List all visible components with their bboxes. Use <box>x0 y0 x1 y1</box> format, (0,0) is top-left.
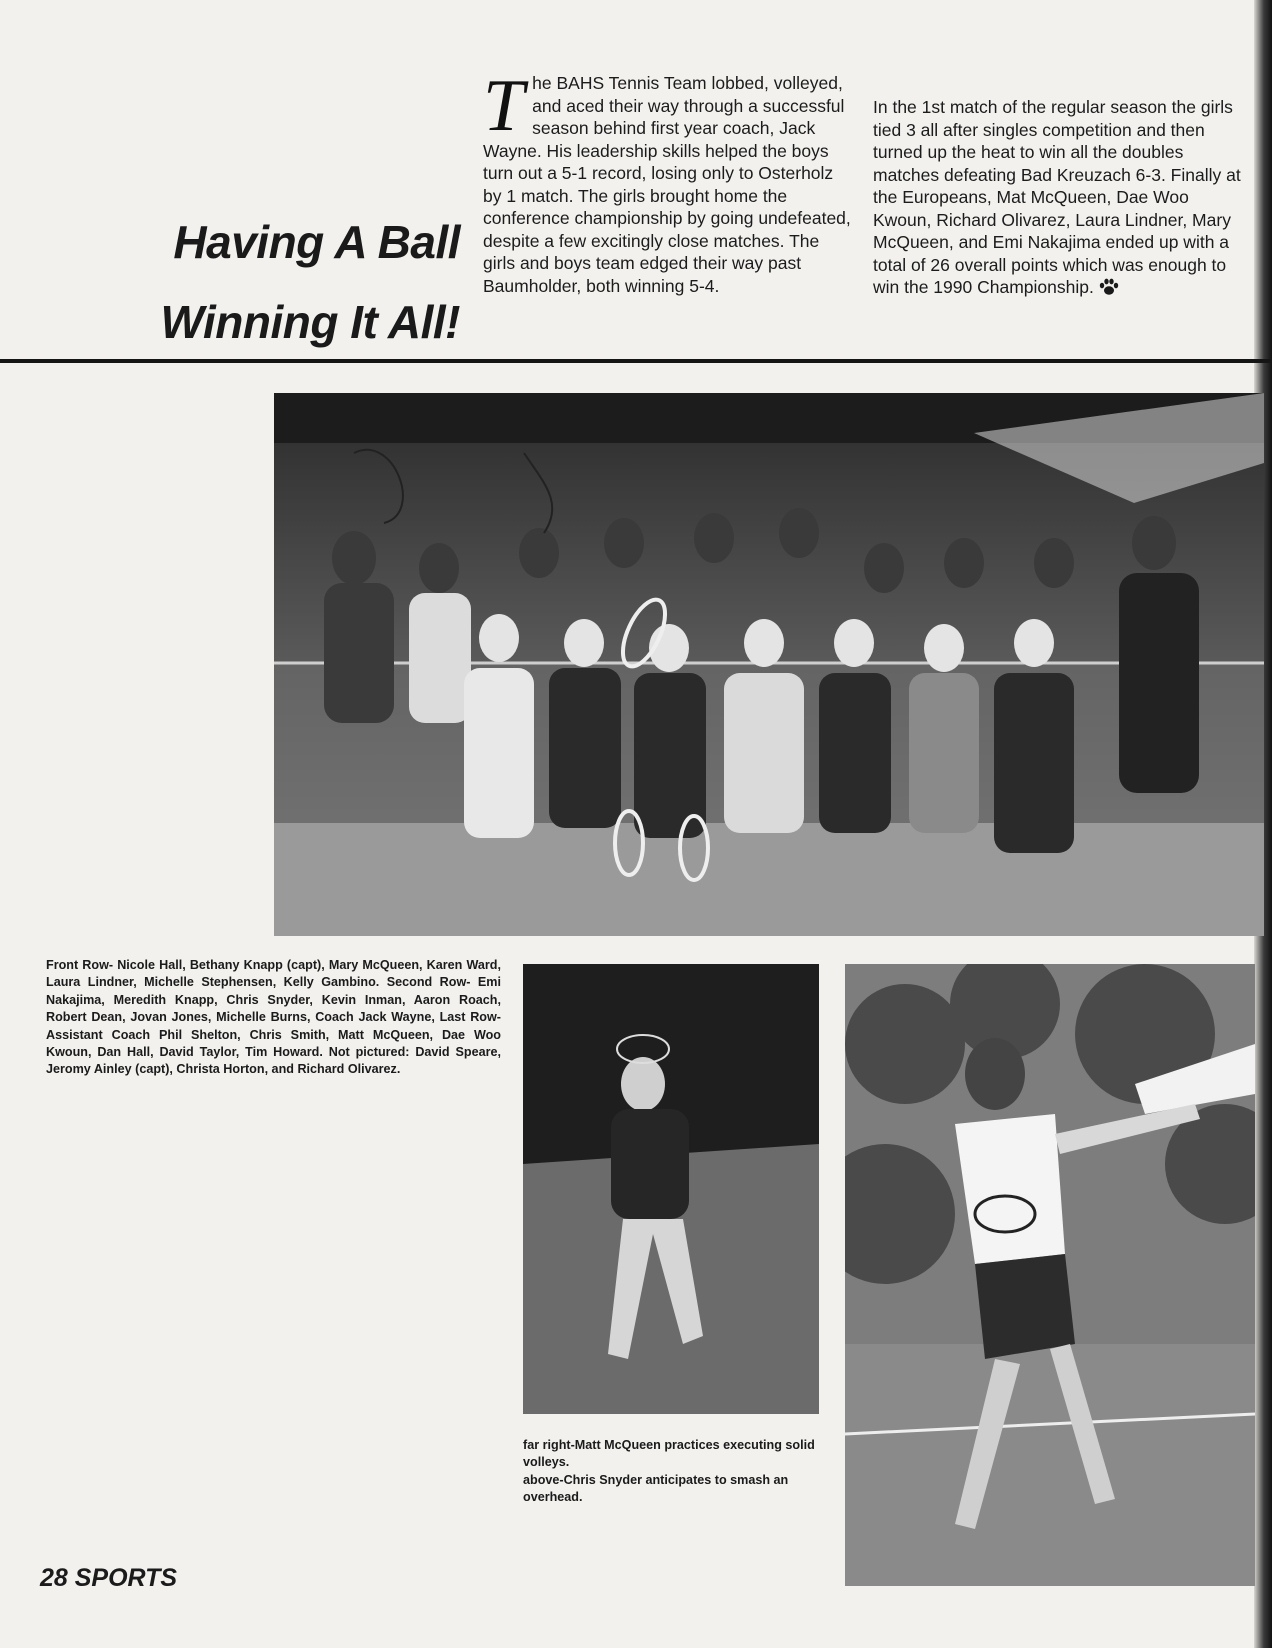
article-column-2 <box>873 96 1248 299</box>
page-folio: 28 SPORTS <box>40 1564 178 1592</box>
article-column-1 <box>483 65 853 297</box>
headline-line-2: Winning It All! <box>160 296 460 348</box>
action-photos-caption <box>523 1437 823 1507</box>
paw-icon <box>1098 278 1120 296</box>
action-caption-line-1: far right-Matt McQueen practices executing solid volleys. <box>523 1438 815 1470</box>
chris-snyder-photo <box>523 964 819 1414</box>
article-paragraph-2: In the 1st match of the regular season the girls tied 3 all after singles competition and then turned up the heat to win all the doubles matches defeating Bad Kreuzach 6-3. Finally at the Europeans, Mat McQueen, Dae Woo Kwoun, Richard Olivarez, Laura Lindner, Mary McQueen, and Emi Nakajima ended up with a total of 26 overall points which was enough to win the 1990 Championship. <box>873 97 1241 297</box>
drop-cap: T <box>483 65 525 147</box>
matt-mcqueen-photo <box>845 964 1255 1586</box>
headline-line-1: Having A Ball <box>173 216 460 268</box>
team-photo <box>274 393 1264 936</box>
team-photo-caption: Front Row- Nicole Hall, Bethany Knapp (capt), Mary McQueen, Karen Ward, Laura Lindner, Michelle Stephensen, Kelly Gambino. Second Row- Emi Nakajima, Meredith Knapp, Chris Snyder, Kevin Inman, Aaron Roach, Robert Dean, Jovan Jones, Michelle Burns, Coach Jack Wayne, Last Row- Assistant Coach Phil Shelton, Chris Smith, Matt McQueen, Dae Woo Kwoun, Dan Hall, David Taylor, Tim Howard. Not pictured: David Speare, Jeromy Ainley (capt), Christa Horton, and Richard Olivarez. <box>46 958 501 1077</box>
action-caption-line-2: above-Chris Snyder anticipates to smash an overhead. <box>523 1472 789 1505</box>
section-divider <box>0 359 1272 363</box>
article-paragraph-1: he BAHS Tennis Team lobbed, volleyed, and aced their way through a successful season behind first year coach, Jack Wayne. His leadership skills helped the boys turn out a 5-1 record, losing only to Osterholz by 1 match. The girls brought home the conference championship by going undefeated, despite a few excitingly close matches. The girls and boys team edged their way past Baumholder, both winning 5-4. <box>483 73 851 296</box>
